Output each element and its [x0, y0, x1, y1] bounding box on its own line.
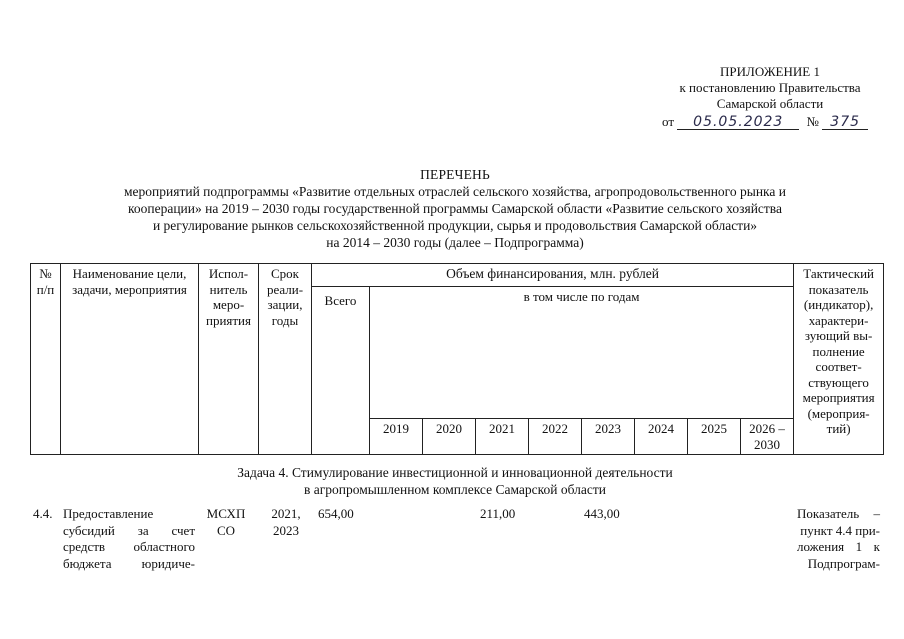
appendix-date-number-line: [640, 114, 870, 130]
appendix-block: [640, 64, 870, 130]
resolution-date: 05.05.2023: [677, 115, 799, 130]
task-heading: [180, 464, 730, 498]
header-total: Всего: [312, 287, 370, 455]
row-name-line: субсидий за счет: [63, 522, 195, 538]
appendix-title: ПРИЛОЖЕНИЕ 1: [720, 64, 820, 79]
appendix-line-resolution: к постановлению Правительства: [679, 80, 861, 95]
task-line-2: в агропромышленном комплексе Самарской области: [304, 482, 606, 497]
row-term-line: 2023: [273, 522, 299, 538]
row-indicator-line: Подпрограм-: [807, 555, 880, 571]
row-exec-line: СО: [216, 522, 236, 538]
row-number: 4.4.: [33, 506, 53, 521]
title-line-1: мероприятий подпрограммы «Развитие отдельных отраслей сельского хозяйства, агропродовольственного рынка и: [124, 184, 786, 199]
row-name-line: Предоставление: [63, 506, 154, 521]
header-year-2019: 2019: [370, 419, 423, 455]
document-title: [60, 166, 850, 251]
row-indicator-line: ложения 1 к: [797, 539, 880, 554]
header-num: № п/п: [31, 264, 61, 455]
row-total: 654,00: [318, 506, 354, 521]
title-heading: ПЕРЕЧЕНЬ: [420, 167, 490, 182]
header-name: Наименование цели, задачи, мероприятия: [61, 264, 199, 455]
row-name-line: средств областного: [63, 539, 195, 554]
header-year-2026-2030: 2026 – 2030: [741, 419, 794, 455]
row-executor: [198, 506, 254, 539]
title-line-4: на 2014 – 2030 годы (далее – Подпрограмма): [326, 235, 584, 250]
row-indicator-line: пункт 4.4 при-: [800, 522, 880, 538]
row-indicator-line: Показатель –: [797, 506, 880, 521]
header-year-2023: 2023: [582, 419, 635, 455]
header-by-years: в том числе по годам: [370, 287, 794, 419]
row-measure-name: [63, 506, 195, 572]
header-year-2022: 2022: [529, 419, 582, 455]
row-indicator: [797, 506, 880, 572]
row-term-line: 2021,: [271, 506, 301, 521]
title-line-2: кооперации» на 2019 – 2030 годы государственной программы Самарской области «Развитие сельского хозяйства: [128, 201, 782, 216]
row-term: [261, 506, 311, 539]
header-term: Срок реали- зации, годы: [259, 264, 312, 455]
header-year-2021: 2021: [476, 419, 529, 455]
header-year-2024: 2024: [635, 419, 688, 455]
title-line-3: и регулирование рынков сельскохозяйственной продукции, сырья и продовольствия Самарской области»: [152, 218, 758, 233]
header-year-2025: 2025: [688, 419, 741, 455]
row-value-2023: 443,00: [584, 506, 620, 521]
row-exec-line: МСХП: [206, 506, 246, 521]
number-label: №: [806, 114, 819, 129]
header-indicator: Тактический показатель (индикатор), характери- зующий вы- полнение соответ- ствующего мероприятия (мероприя- тий): [794, 264, 884, 455]
appendix-line-region: Самарской области: [716, 96, 824, 111]
row-name-line: бюджета юридиче-: [63, 555, 195, 571]
task-line-1: Задача 4. Стимулирование инвестиционной и инновационной деятельности: [237, 465, 673, 480]
header-year-2020: 2020: [423, 419, 476, 455]
resolution-number: 375: [822, 115, 868, 130]
header-executor: Испол- нитель меро- приятия: [199, 264, 259, 455]
from-label: от: [662, 114, 675, 129]
row-value-2021: 211,00: [480, 506, 516, 521]
header-finance: Объем финансирования, млн. рублей: [312, 264, 794, 287]
measures-table-header: [30, 263, 884, 455]
